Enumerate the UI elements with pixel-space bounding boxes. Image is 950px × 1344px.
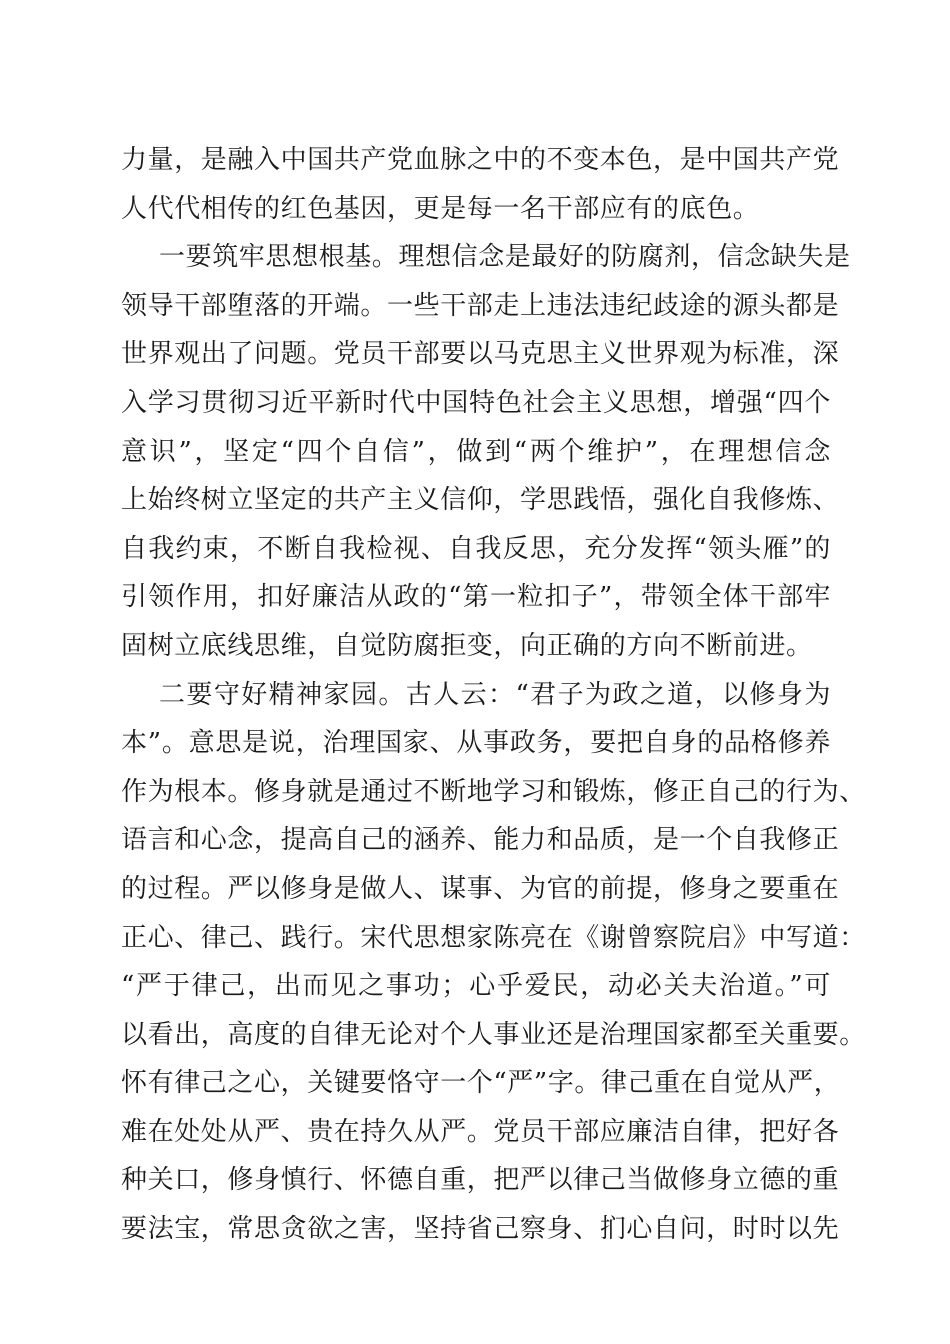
paragraph-first-line: 二要守好精神家园。古人云：“君子为政之道，以修身为 — [159, 679, 831, 710]
text-line: 难在处处从严、贵在持久从严。党员干部应廉洁自律，把好各 — [121, 1116, 840, 1147]
text-line: 世界观出了问题。党员干部要以马克思主义世界观为标准，深 — [121, 339, 840, 370]
text-line: 领导干部堕落的开端。一些干部走上违法违纪歧途的源头都是 — [121, 290, 840, 321]
body-text — [121, 136, 866, 1254]
text-line: 怀有律己之心，关键要恪守一个“严”字。律己重在自觉从严， — [121, 1068, 841, 1099]
text-line: 语言和心念，提高自己的涵养、能力和品质，是一个自我修正 — [121, 825, 840, 856]
text-line: 意识”，坚定“四个自信”，做到“两个维护”，在理想信念 — [121, 436, 831, 467]
text-line: 作为根本。修身就是通过不断地学习和锻炼，修正自己的行为、 — [121, 776, 866, 807]
text-line: 本”。意思是说，治理国家、从事政务，要把自身的品格修养 — [121, 728, 831, 759]
text-line: 正心、律己、践行。宋代思想家陈亮在《谢曾察院启》中写道： — [121, 922, 866, 953]
text-line: 入学习贯彻习近平新时代中国特色社会主义思想，增强“四个 — [121, 387, 831, 418]
text-line: 引领作用，扣好廉洁从政的“第一粒扣子”，带领全体干部牢 — [121, 582, 831, 613]
paragraph-first-line: 一要筑牢思想根基。理想信念是最好的防腐剂，信念缺失是 — [159, 242, 851, 273]
text-line: 上始终树立坚定的共产主义信仰，学思践悟，强化自我修炼、 — [121, 485, 840, 516]
text-line: 种关口，修身慎行、怀德自重，把严以律己当做修身立德的重 — [121, 1165, 840, 1196]
text-line: 以看出，高度的自律无论对个人事业还是治理国家都至关重要。 — [121, 1019, 866, 1050]
text-line: 自我约束，不断自我检视、自我反思，充分发挥“领头雁”的 — [121, 533, 831, 564]
text-line: 力量，是融入中国共产党血脉之中的不变本色，是中国共产党 — [121, 145, 840, 175]
text-line: 人代代相传的红色基因，更是每一名干部应有的底色。 — [121, 193, 760, 224]
text-line: “严于律己，出而见之事功；心乎爱民，动必关夫治道。”可 — [121, 971, 831, 1002]
text-line: 要法宝，常思贪欲之害，坚持省己察身、扪心自问，时时以先 — [121, 1214, 840, 1245]
text-line: 固树立底线思维，自觉防腐拒变，向正确的方向不断前进。 — [121, 630, 813, 661]
text-line: 的过程。严以修身是做人、谋事、为官的前提，修身之要重在 — [121, 873, 840, 904]
